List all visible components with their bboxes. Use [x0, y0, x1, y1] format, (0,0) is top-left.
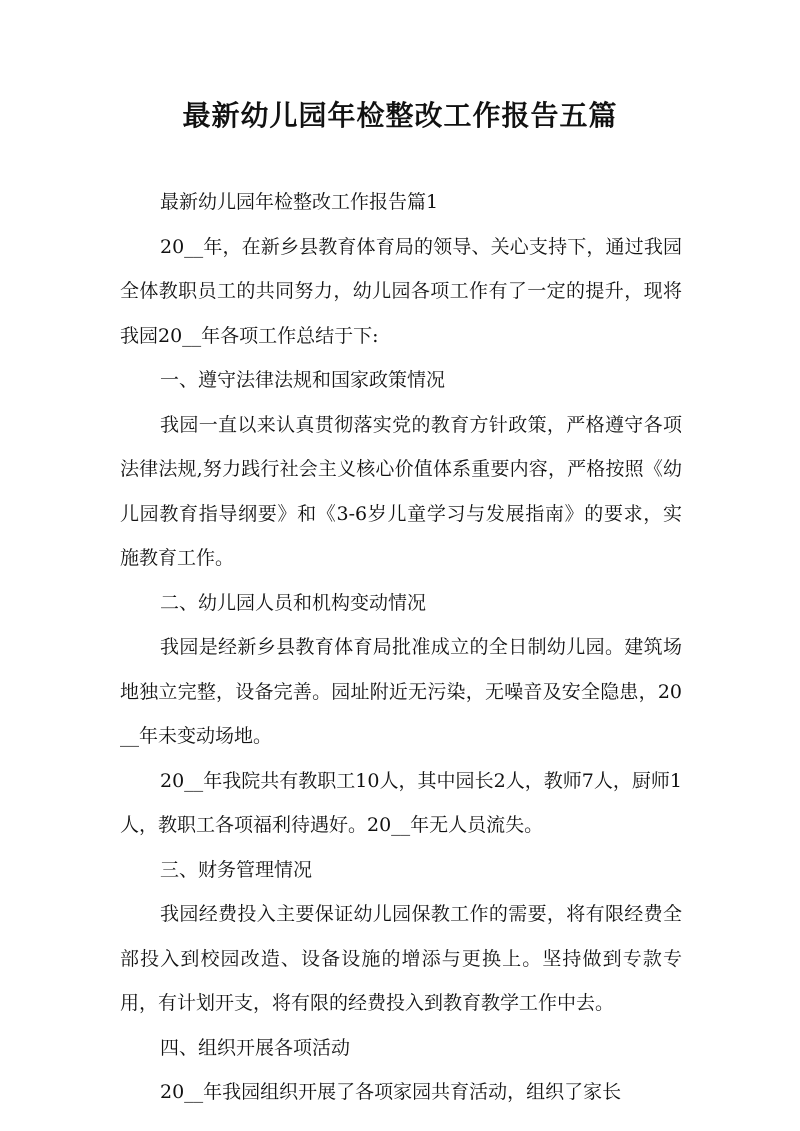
paragraph-laws: 我园一直以来认真贯彻落实党的教育方针政策，严格遵守各项法律法规,努力践行社会主义核心价值体系重要内容，严格按照《幼儿园教育指导纲要》和《3-6岁儿童学习与发展指南》的要求，实施教育工作。	[120, 413, 682, 569]
section-heading-4: 四、组织开展各项活动	[160, 1036, 351, 1059]
document-title: 最新幼儿园年检整改工作报告五篇	[182, 99, 618, 132]
paragraph-activities: 20__年我园组织开展了各项家园共育活动，组织了家长	[160, 1081, 622, 1103]
section-heading-2: 二、幼儿园人员和机构变动情况	[160, 591, 427, 614]
document-body	[120, 180, 682, 1115]
paragraph-site: 我园是经新乡县教育体育局批准成立的全日制幼儿园。建筑场地独立完整，设备完善。园址附近无污染，无噪音及安全隐患，20__年未变动场地。	[120, 636, 682, 747]
paragraph-intro: 20__年，在新乡县教育体育局的领导、关心支持下，通过我园全体教职员工的共同努力，幼儿园各项工作有了一定的提升，现将我园20__年各项工作总结于下:	[120, 235, 682, 347]
section-heading-part-1: 最新幼儿园年检整改工作报告篇1	[160, 191, 439, 213]
paragraph-finance: 我园经费投入主要保证幼儿园保教工作的需要，将有限经费全部投入到校园改造、设备设施的增添与更换上。坚持做到专款专用，有计划开支，将有限的经费投入到教育教学工作中去。	[120, 903, 682, 1014]
section-heading-1: 一、遵守法律法规和国家政策情况	[160, 369, 446, 391]
section-heading-3: 三、财务管理情况	[160, 858, 313, 881]
paragraph-staff: 20__年我院共有教职工10人，其中园长2人，教师7人，厨师1人，教职工各项福利待遇好。20__年无人员流失。	[120, 769, 682, 836]
